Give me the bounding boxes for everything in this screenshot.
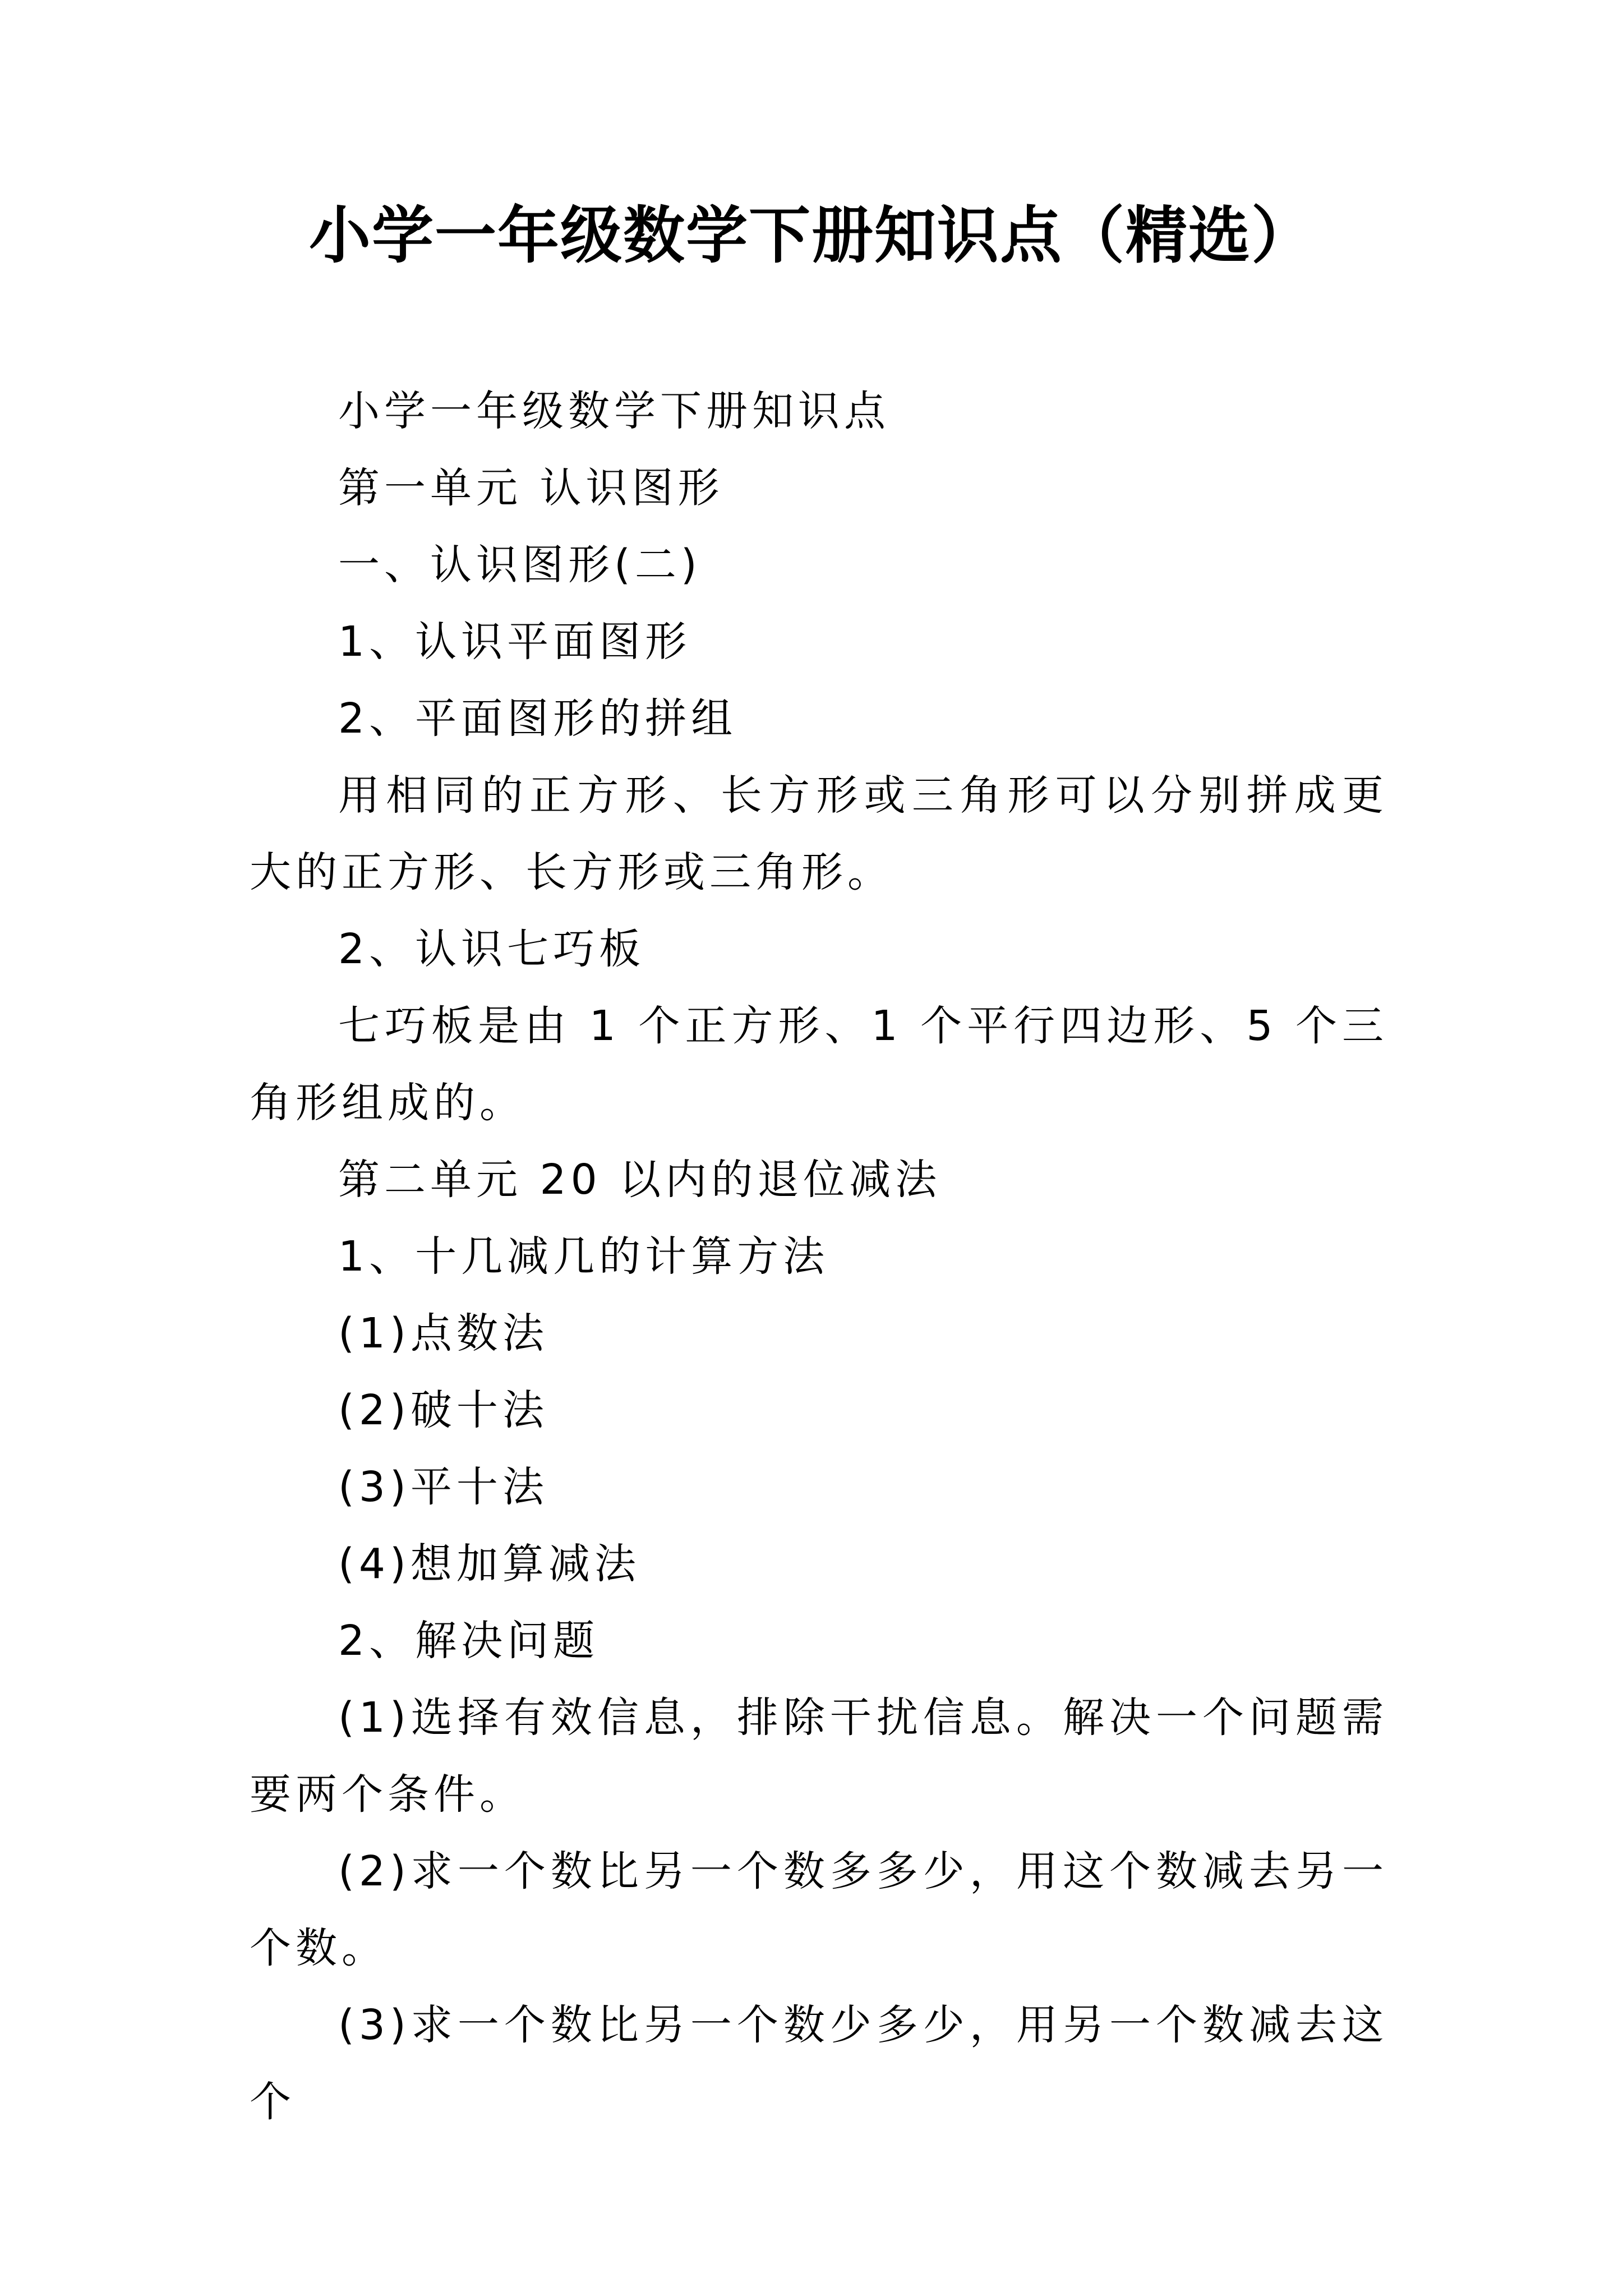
paragraph: 2、解决问题	[338, 1617, 600, 1665]
paragraph: 2、平面图形的拼组	[338, 694, 737, 743]
document-title: 小学一年级数学下册知识点（精选）	[309, 199, 1314, 272]
paragraph: (2)破十法	[338, 1386, 548, 1434]
paragraph: 小学一年级数学下册知识点	[338, 387, 890, 435]
paragraph: (1)选择有效信息，排除干扰信息。解决一个问题需要两个条件。	[250, 1694, 1388, 1819]
paragraph: 1、十几减几的计算方法	[338, 1232, 829, 1281]
section-heading-unit-1: 第一单元 认识图形	[338, 464, 724, 512]
section-heading-unit-2: 第二单元 20 以内的退位减法	[338, 1156, 942, 1204]
paragraph: (4)想加算减法	[338, 1540, 640, 1588]
paragraph: 七巧板是由 1 个正方形、1 个平行四边形、5 个三角形组成的。	[250, 1002, 1388, 1127]
paragraph: (2)求一个数比另一个数多多少，用这个数减去另一个数。	[250, 1847, 1388, 1972]
paragraph: (3)平十法	[338, 1463, 548, 1511]
paragraph: 用相同的正方形、长方形或三角形可以分别拼成更大的正方形、长方形或三角形。	[250, 771, 1388, 896]
paragraph: (3)求一个数比另一个数少多少，用另一个数减去这个	[250, 2001, 1388, 2126]
document-body	[250, 373, 1388, 2141]
paragraph: 一、认识图形(二)	[338, 541, 702, 589]
paragraph: 1、认识平面图形	[338, 618, 691, 666]
paragraph: (1)点数法	[338, 1309, 548, 1358]
paragraph: 2、认识七巧板	[338, 925, 645, 973]
